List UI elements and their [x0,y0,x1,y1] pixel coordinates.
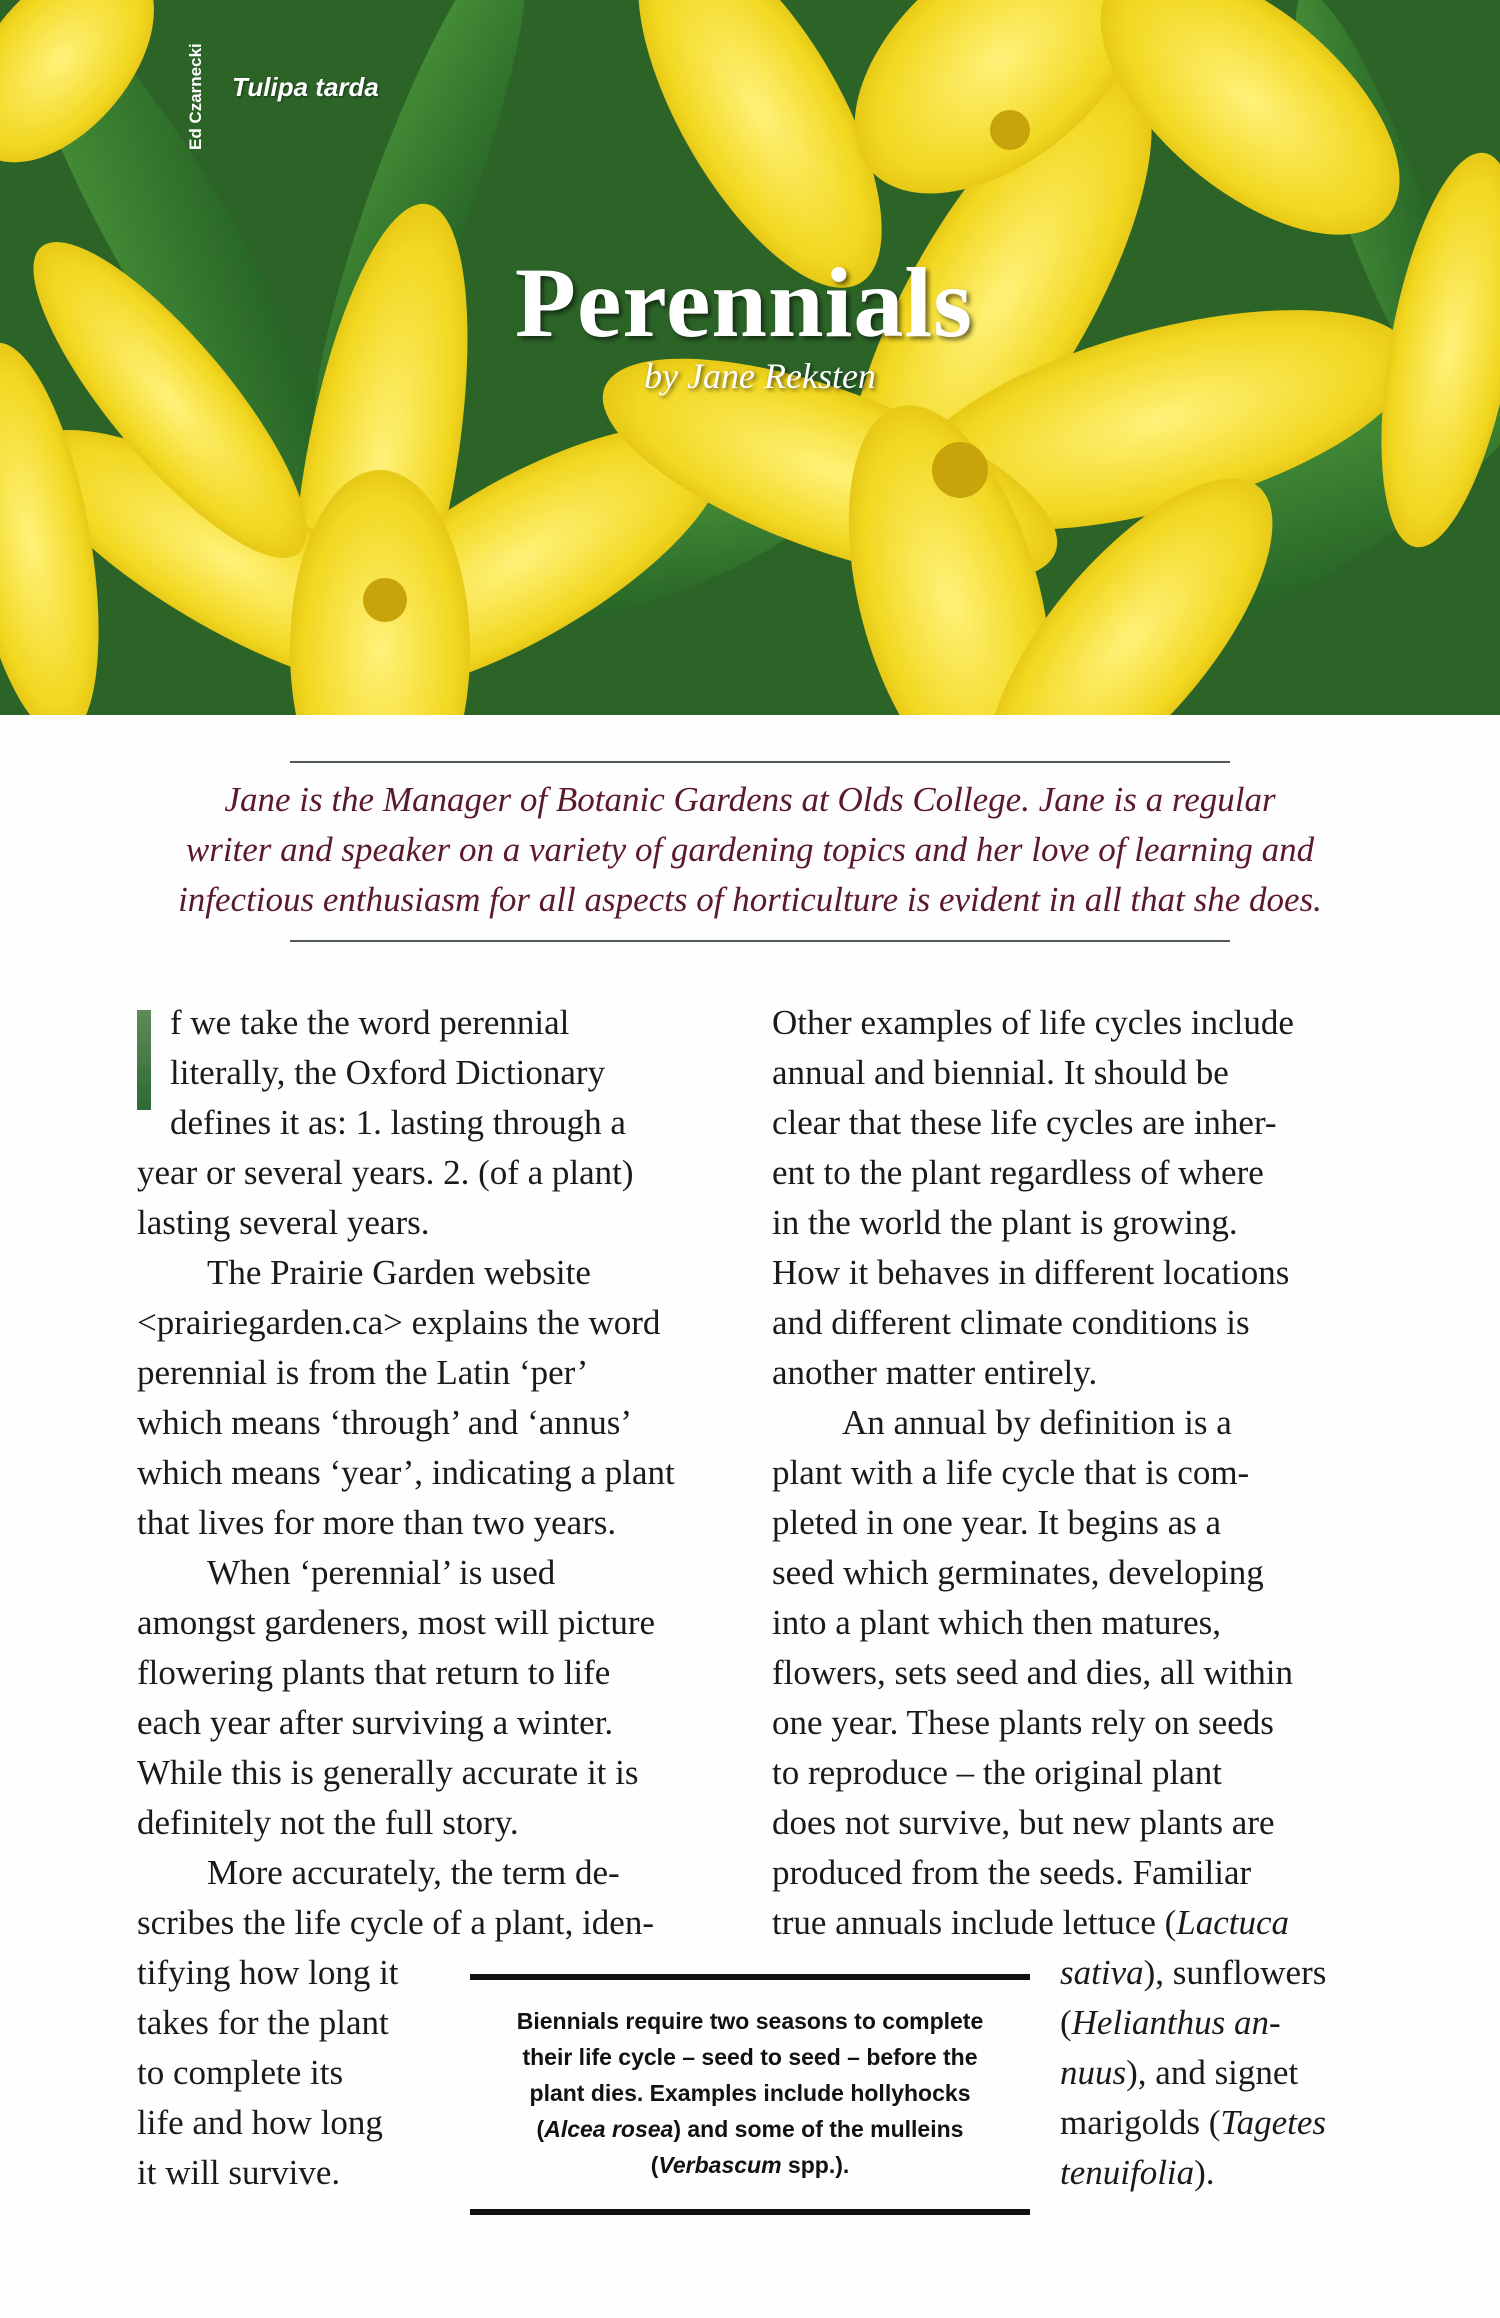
text-run: to reproduce – the original plant [772,1753,1222,1792]
text-run: definitely not the full story. [137,1803,519,1842]
article-line [772,1298,1326,1348]
author-bio [130,775,1370,925]
article-line [772,1648,1326,1698]
article-line [137,1348,675,1398]
article-line [772,1698,1326,1748]
text-run: life and how long [137,2103,383,2142]
text-run: <prairiegarden.ca> explains the word [137,1303,661,1342]
text-run: seed which germinates, developing [772,1553,1264,1592]
article-line [137,1148,675,1198]
text-run: ). [1194,2153,1215,2192]
text-run: ( [650,2152,659,2178]
article-line [772,1198,1326,1248]
article-line [137,1898,675,1948]
text-run: f we take the word perennial [170,1003,570,1042]
italic-text: sativa [1060,1953,1144,1992]
article-line [137,1448,675,1498]
text-run: which means ‘year’, indicating a plant [137,1453,675,1492]
text-run: defines it as: 1. lasting through a [170,1103,626,1142]
italic-text: Verbascum [658,2152,782,2178]
pull-quote-line [470,2039,1030,2075]
text-run: How it behaves in different locations [772,1253,1290,1292]
article-line [772,1348,1326,1398]
article-line [137,1098,675,1148]
text-run: that lives for more than two years. [137,1503,617,1542]
pull-quote-bottom-rule [470,2209,1030,2215]
bio-bottom-rule [290,940,1230,942]
pull-quote-line [470,2111,1030,2147]
text-run: flowering plants that return to life [137,1653,611,1692]
text-run: Other examples of life cycles include [772,1003,1294,1042]
text-run: does not survive, but new plants are [772,1803,1275,1842]
article-line [137,1698,675,1748]
article-title [0,245,1500,360]
article-line [772,1548,1326,1598]
text-run: which means ‘through’ and ‘annus’ [137,1403,633,1442]
article-line [137,1848,675,1898]
text-run: tifying how long it [137,1953,399,1992]
text-run: flowers, sets seed and dies, all within [772,1653,1294,1692]
bio-line: Jane is the Manager of Botanic Gardens at Olds College. Jane is a regular [224,780,1276,819]
text-run: More accurately, the term de- [207,1853,620,1892]
hero-photo [0,0,1500,715]
article-line [772,1048,1326,1098]
pull-quote-line [470,2147,1030,2183]
pull-quote-top-rule [470,1974,1030,1980]
text-run: marigolds ( [1060,2103,1221,2142]
text-run: and different climate conditions is [772,1303,1250,1342]
text-run: it will survive. [137,2153,341,2192]
pull-quote-line [470,2075,1030,2111]
text-run: ), and signet [1126,2053,1299,2092]
article-line [137,1048,675,1098]
text-run: ) and some of the mulleins [673,2116,964,2142]
text-run: their life cycle – seed to seed – before the [522,2044,978,2070]
text-run: Biennials require two seasons to complete [516,2008,984,2034]
article-line [772,1848,1326,1898]
italic-text: Helianthus an- [1071,2003,1281,2042]
bio-line: infectious enthusiasm for all aspects of horticulture is evident in all that she does. [178,880,1322,919]
article-line [137,1748,675,1798]
text-run: While this is generally accurate it is [137,1753,639,1792]
text-run: ), sunflowers [1143,1953,1327,1992]
article-line [137,1548,675,1598]
text-run: ( [1060,2003,1072,2042]
text-run: An annual by definition is a [842,1403,1232,1442]
text-run: each year after surviving a winter. [137,1703,614,1742]
article-line [137,1298,675,1348]
italic-text: tenuifolia [1060,2153,1195,2192]
pull-quote-line [470,2003,1030,2039]
text-run: another matter entirely. [772,1353,1098,1392]
italic-text: Lactuca [1176,1903,1290,1942]
bio-top-rule [290,761,1230,763]
article-byline [0,355,1500,397]
article-line [137,1198,675,1248]
text-run: ( [536,2116,545,2142]
italic-text: Tagetes [1220,2103,1327,2142]
text-run: clear that these life cycles are inher- [772,1103,1277,1142]
article-title-text: Perennials [514,247,974,358]
text-run: plant dies. Examples include hollyhocks [529,2080,971,2106]
article-line [772,1598,1326,1648]
text-run: literally, the Oxford Dictionary [170,1053,606,1092]
text-run: to complete its [137,2053,344,2092]
italic-text: nuus [1060,2053,1127,2092]
text-run: ent to the plant regardless of where [772,1153,1264,1192]
byline-text: by Jane Reksten [644,356,876,396]
article-line [137,998,675,1048]
article-line [772,1898,1326,1948]
bio-line: writer and speaker on a variety of gardening topics and her love of learning and [185,830,1315,869]
article-line [137,1948,675,1998]
text-run: produced from the seeds. Familiar [772,1853,1252,1892]
article-line [772,1948,1326,1998]
article-line [772,1398,1326,1448]
article-line [772,1248,1326,1298]
text-run: amongst gardeners, most will picture [137,1603,656,1642]
text-run: scribes the life cycle of a plant, iden- [137,1903,655,1942]
article-line [137,1398,675,1448]
article-line [772,1748,1326,1798]
article-line [772,1098,1326,1148]
italic-text: Alcea rosea [544,2116,674,2142]
text-run: lasting several years. [137,1203,430,1242]
text-run: year or several years. 2. (of a plant) [137,1153,634,1192]
article-line [137,1798,675,1848]
pull-quote [470,2003,1030,2183]
text-run: annual and biennial. It should be [772,1053,1229,1092]
article-line [137,1248,675,1298]
article-line [137,1648,675,1698]
text-run: plant with a life cycle that is com- [772,1453,1250,1492]
article-line [137,1598,675,1648]
text-run: one year. These plants rely on seeds [772,1703,1274,1742]
article-line [772,1498,1326,1548]
article-line [772,1448,1326,1498]
text-run: into a plant which then matures, [772,1603,1222,1642]
article-line [772,1798,1326,1848]
text-run: perennial is from the Latin ‘per’ [137,1353,589,1392]
text-run: true annuals include lettuce ( [772,1903,1177,1942]
photo-credit: Ed Czarnecki [186,43,205,150]
text-run: pleted in one year. It begins as a [772,1503,1222,1542]
text-run: When ‘perennial’ is used [207,1553,556,1592]
article-line [772,998,1326,1048]
article-line [772,1148,1326,1198]
photo-caption: Tulipa tarda [232,72,379,102]
text-run: The Prairie Garden website [207,1253,591,1292]
text-run: takes for the plant [137,2003,389,2042]
text-run: spp.). [781,2152,850,2178]
article-line [137,1498,675,1548]
text-run: in the world the plant is growing. [772,1203,1238,1242]
